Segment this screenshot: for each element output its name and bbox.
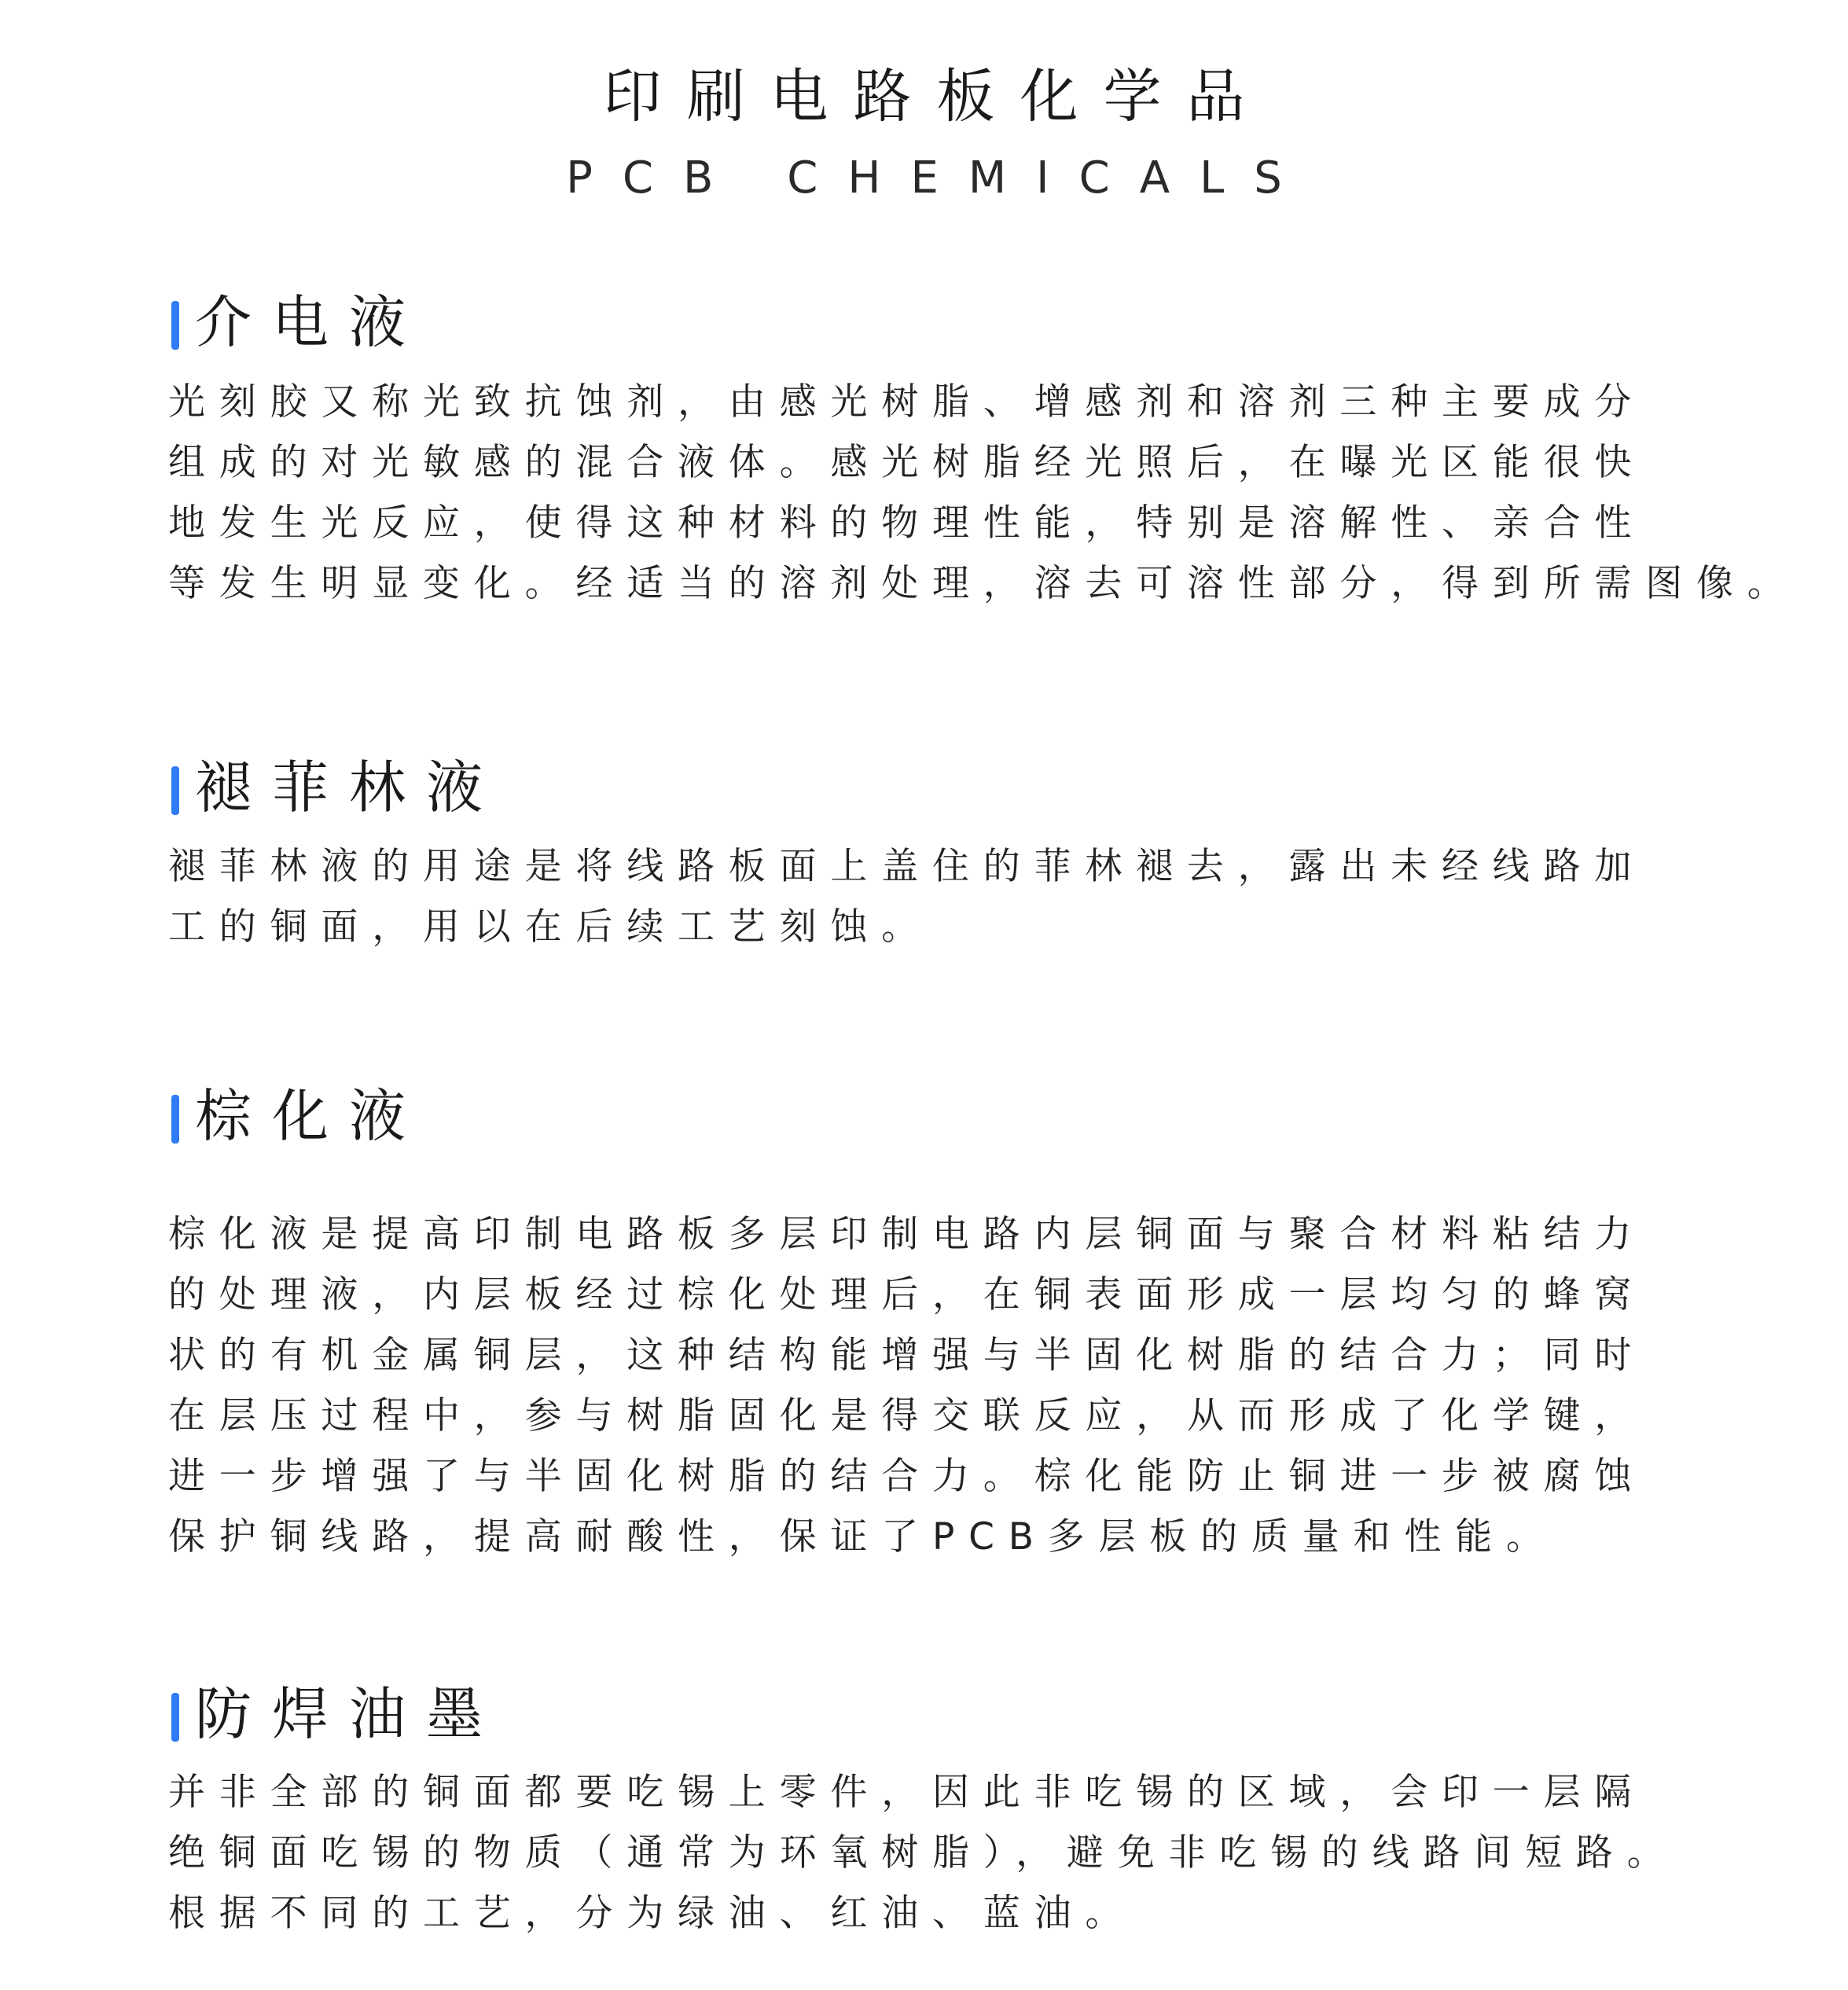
accent-bar	[171, 766, 179, 815]
accent-bar	[171, 1693, 179, 1742]
section-dielectric-liquid	[168, 287, 1798, 614]
section-heading	[168, 287, 1740, 358]
section-heading	[168, 1679, 1740, 1750]
section-body	[168, 1762, 1740, 1944]
body-line: 进一步增强了与半固化树脂的结合力。棕化能防止铜进一步被腐蚀	[168, 1455, 1646, 1498]
section-body	[168, 372, 1798, 614]
body-line: 保护铜线路，提高耐酸性，保证了PCB多层板的质量和性能。	[168, 1515, 1557, 1559]
body-line: 地发生光反应，使得这种材料的物理性能，特别是溶解性、亲合性	[168, 501, 1646, 545]
section-title: 防焊油墨	[195, 1681, 504, 1747]
accent-bar	[171, 1095, 179, 1144]
body-line: 光刻胶又称光致抗蚀剂，由感光树脂、增感剂和溶剂三种主要成分	[168, 380, 1646, 424]
body-line: 绝铜面吃锡的物质（通常为环氧树脂），避免非吃锡的线路间短路。	[168, 1831, 1678, 1874]
body-line: 等发生明显变化。经适当的溶剂处理，溶去可溶性部分，得到所需图像。	[168, 562, 1798, 605]
accent-bar	[171, 301, 179, 350]
body-line: 根据不同的工艺，分为绿油、红油、蓝油。	[168, 1892, 1137, 1935]
section-solder-mask-ink	[168, 1679, 1740, 1944]
section-heading	[168, 752, 1740, 823]
section-body	[168, 836, 1740, 957]
body-line: 棕化液是提高印制电路板多层印制电路内层铜面与聚合材料粘结力	[168, 1213, 1646, 1256]
body-line: 在层压过程中，参与树脂固化是得交联反应，从而形成了化学键，	[168, 1394, 1646, 1437]
section-brown-oxide-liquid	[168, 1081, 1740, 1567]
page-title: 印刷电路板化学品	[603, 63, 1270, 130]
section-title: 介电液	[195, 289, 427, 355]
section-heading	[168, 1081, 1740, 1151]
body-line: 并非全部的铜面都要吃锡上零件，因此非吃锡的区域，会印一层隔	[168, 1771, 1646, 1814]
section-body	[168, 1204, 1740, 1567]
page-subtitle: PCB CHEMICALS	[566, 152, 1312, 204]
section-title: 褪菲林液	[195, 755, 504, 821]
body-line: 组成的对光敏感的混合液体。感光树脂经光照后，在曝光区能很快	[168, 441, 1646, 484]
body-line: 的处理液，内层板经过棕化处理后，在铜表面形成一层均匀的蜂窝	[168, 1273, 1646, 1316]
body-line: 工的铜面，用以在后续工艺刻蚀。	[168, 905, 932, 949]
section-title: 棕化液	[195, 1083, 427, 1149]
body-line: 状的有机金属铜层，这种结构能增强与半固化树脂的结合力；同时	[168, 1334, 1646, 1377]
section-film-stripping-liquid	[168, 752, 1740, 957]
body-line: 褪菲林液的用途是将线路板面上盖住的菲林褪去，露出未经线路加	[168, 845, 1646, 888]
